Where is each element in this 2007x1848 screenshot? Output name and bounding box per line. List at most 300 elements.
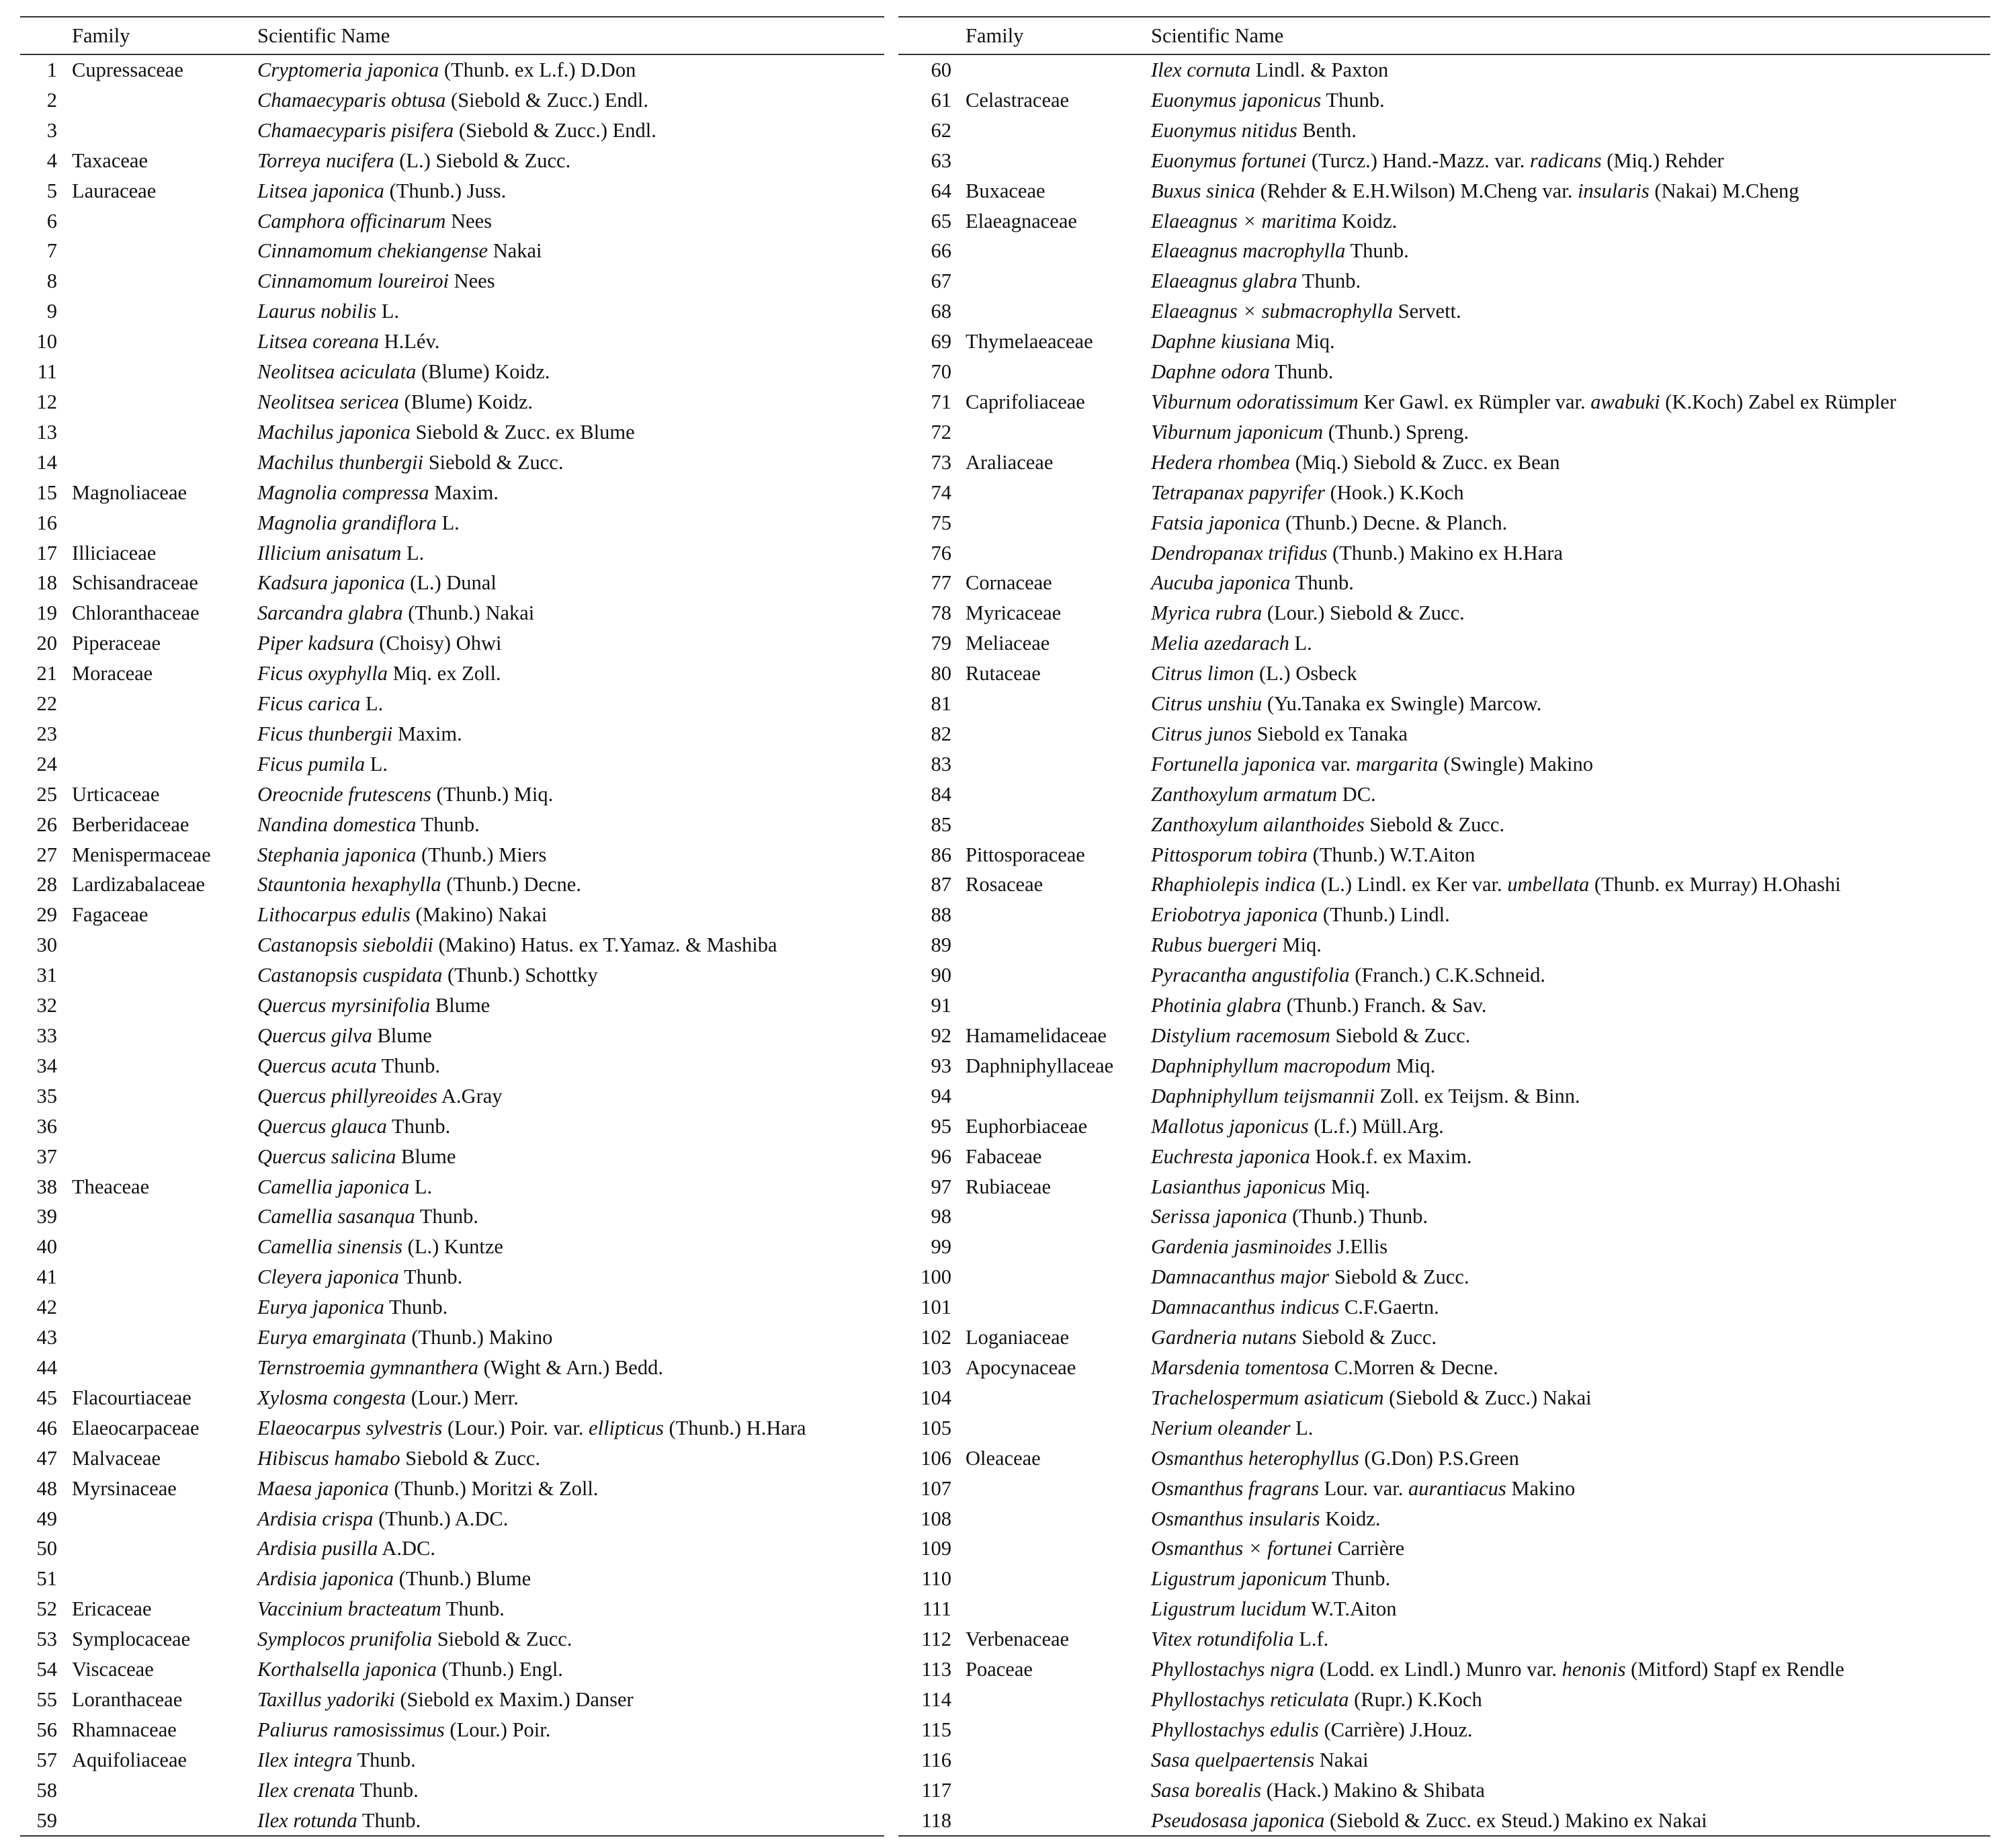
row-number: 82 — [931, 722, 951, 745]
row-number: 87 — [931, 873, 951, 896]
name-author-part: (Swingle) Makino — [1438, 752, 1593, 775]
family-cell: Meliaceae — [966, 632, 1050, 655]
name-italic-part: Ligustrum lucidum — [1151, 1597, 1307, 1621]
table-row — [898, 1021, 1990, 1051]
table-row — [20, 719, 884, 749]
table-row — [20, 1021, 884, 1051]
name-author-part: (Miq.) Rehder — [1601, 149, 1724, 172]
name-italic-part: Torreya nucifera — [257, 149, 394, 172]
name-italic-part: Daphniphyllum macropodum — [1151, 1054, 1392, 1077]
table-row — [20, 327, 884, 357]
name-italic-part: Quercus glauca — [257, 1114, 387, 1138]
name-author-part: Siebold ex Tanaka — [1252, 722, 1408, 745]
name-italic-part: Elaeagnus glabra — [1151, 269, 1297, 293]
scientific-name-cell — [257, 1413, 806, 1443]
table-row — [20, 930, 884, 960]
name-author-part: W.T.Aiton — [1306, 1597, 1397, 1621]
family-cell: Illiciaceae — [72, 541, 157, 564]
table-row — [20, 1745, 884, 1775]
name-italic-part: Eurya japonica — [257, 1296, 384, 1319]
row-number: 114 — [921, 1687, 951, 1711]
scientific-name-cell — [1151, 930, 1322, 960]
name-author-part: (Thunb.) Makino — [406, 1326, 553, 1349]
name-author-part: Thunb. — [1290, 571, 1354, 595]
table-row — [20, 236, 884, 266]
row-number: 74 — [931, 480, 951, 504]
scientific-name-cell — [257, 478, 499, 508]
name-italic-part: Quercus myrsinifolia — [257, 994, 431, 1017]
name-italic-part: Pyracantha angustifolia — [1151, 964, 1350, 987]
name-italic-part: Nandina domestica — [257, 812, 417, 836]
name-italic-part: Chamaecyparis pisifera — [257, 118, 454, 142]
name-author-part: L.f. — [1293, 1628, 1329, 1651]
row-number: 75 — [931, 511, 951, 534]
name-author-part: Siebold & Zucc. — [432, 1628, 572, 1651]
name-author-part: Koidz. — [1320, 1507, 1381, 1530]
name-italic-part: aurantiacus — [1408, 1476, 1506, 1500]
row-number: 103 — [921, 1355, 951, 1379]
scientific-name-cell — [257, 1051, 440, 1081]
table-row — [20, 1383, 884, 1413]
table-row — [898, 236, 1990, 266]
table-row — [898, 659, 1990, 689]
family-cell: Araliaceae — [966, 450, 1054, 474]
name-italic-part: awabuki — [1590, 390, 1660, 413]
table-row — [898, 116, 1990, 146]
row-number: 5 — [46, 179, 57, 202]
table-row — [898, 1775, 1990, 1806]
name-italic-part: Daphne odora — [1151, 360, 1271, 384]
row-number: 106 — [921, 1446, 951, 1470]
name-italic-part: Citrus junos — [1151, 722, 1252, 745]
scientific-name-cell — [257, 327, 439, 357]
name-author-part: Miq. ex Zoll. — [387, 662, 501, 685]
name-author-part: (Lour.) Merr. — [406, 1386, 519, 1409]
name-italic-part: Citrus limon — [1151, 662, 1254, 685]
row-number: 116 — [921, 1748, 951, 1771]
scientific-name-cell — [257, 991, 490, 1021]
family-cell: Fabaceae — [966, 1144, 1042, 1168]
scientific-name-cell — [1151, 780, 1376, 810]
name-italic-part: Vaccinium bracteatum — [257, 1597, 441, 1621]
scientific-name-cell — [257, 296, 399, 327]
table-body-right — [898, 55, 1990, 1835]
name-author-part: (Thunb.) Juss. — [384, 179, 507, 202]
name-italic-part: Damnacanthus indicus — [1151, 1296, 1340, 1319]
scientific-name-cell — [257, 719, 462, 749]
name-author-part: (Thunb.) Blume — [394, 1567, 531, 1591]
name-author-part: L. — [409, 1175, 433, 1198]
scientific-name-column-header: Scientific Name — [1151, 24, 1284, 47]
name-italic-part: Neolitsea sericea — [257, 390, 399, 413]
family-cell: Pittosporaceae — [966, 843, 1085, 866]
table-row — [20, 1111, 884, 1142]
scientific-name-cell — [1151, 1534, 1404, 1564]
row-number: 44 — [36, 1355, 57, 1379]
scientific-name-cell — [1151, 1292, 1439, 1322]
name-italic-part: Viburnum odoratissimum — [1151, 390, 1359, 413]
table-row — [898, 1654, 1990, 1685]
row-number: 110 — [921, 1567, 951, 1591]
row-number: 86 — [931, 843, 951, 866]
name-author-part: Carrière — [1332, 1537, 1405, 1560]
scientific-name-cell — [257, 1353, 663, 1383]
scientific-name-cell — [1151, 810, 1504, 840]
row-number: 40 — [36, 1235, 57, 1259]
scientific-name-cell — [1151, 1081, 1580, 1111]
scientific-name-cell — [1151, 719, 1408, 749]
name-italic-part: Castanopsis sieboldii — [257, 933, 433, 957]
table-row — [20, 1353, 884, 1383]
name-italic-part: Elaeagnus × submacrophylla — [1151, 300, 1393, 323]
family-cell: Chloranthaceae — [72, 601, 200, 625]
family-cell: Ericaceae — [72, 1597, 152, 1621]
scientific-name-cell — [1151, 870, 1841, 900]
table-row — [20, 1775, 884, 1806]
row-number: 84 — [931, 782, 951, 806]
row-number: 93 — [931, 1054, 951, 1077]
name-italic-part: Gardenia jasminoides — [1151, 1235, 1332, 1259]
row-number: 37 — [36, 1144, 57, 1168]
row-number: 4 — [46, 149, 57, 172]
table-row — [898, 448, 1990, 478]
scientific-name-cell — [257, 1443, 540, 1474]
row-number: 3 — [46, 118, 57, 142]
table-row — [898, 538, 1990, 569]
row-number: 95 — [931, 1114, 951, 1138]
scientific-name-cell — [257, 1504, 508, 1534]
table-row — [20, 1322, 884, 1353]
row-number: 54 — [36, 1658, 57, 1681]
scientific-name-cell — [1151, 1383, 1592, 1413]
table-row — [898, 900, 1990, 930]
name-author-part: Maxim. — [429, 480, 499, 504]
table-row — [898, 719, 1990, 749]
name-italic-part: Marsdenia tomentosa — [1151, 1355, 1330, 1379]
row-number: 55 — [36, 1687, 57, 1711]
row-number: 22 — [36, 692, 57, 716]
name-italic-part: Euonymus nitidus — [1151, 118, 1297, 142]
table-row — [898, 1142, 1990, 1172]
scientific-name-cell — [1151, 1474, 1575, 1504]
family-cell: Myrsinaceae — [72, 1476, 177, 1500]
row-number: 78 — [931, 601, 951, 625]
row-number: 56 — [36, 1718, 57, 1741]
row-number: 105 — [921, 1416, 951, 1439]
scientific-name-cell — [1151, 1111, 1444, 1142]
name-author-part: Nees — [445, 209, 493, 233]
table-row — [898, 930, 1990, 960]
scientific-name-cell — [1151, 689, 1541, 719]
table-row — [20, 960, 884, 991]
scientific-name-cell — [257, 1624, 572, 1654]
scientific-name-cell — [1151, 387, 1896, 417]
row-number: 7 — [46, 239, 57, 263]
table-row — [20, 417, 884, 448]
scientific-name-cell — [1151, 146, 1724, 176]
name-author-part: (Thunb.) Spreng. — [1323, 420, 1469, 444]
family-cell: Urticaceae — [72, 782, 160, 806]
name-author-part: Siebold & Zucc. — [400, 1446, 541, 1470]
table-body-left — [20, 55, 884, 1835]
scientific-name-cell — [257, 960, 598, 991]
name-italic-part: Lasianthus japonicus — [1151, 1175, 1326, 1198]
table-row — [20, 840, 884, 870]
table-row — [20, 689, 884, 719]
row-number: 64 — [931, 179, 951, 202]
scientific-name-cell — [1151, 478, 1464, 508]
name-author-part: A.Gray — [437, 1084, 503, 1107]
name-author-part: (Thunb. ex L.f.) D.Don — [439, 58, 636, 81]
name-author-part: Thunb. — [441, 1597, 505, 1621]
table-row — [898, 206, 1990, 237]
row-number: 1 — [46, 58, 57, 81]
name-italic-part: Ligustrum japonicum — [1151, 1567, 1327, 1591]
name-author-part: Ker Gawl. ex Rümpler var. — [1358, 390, 1591, 413]
scientific-name-cell — [1151, 1715, 1473, 1745]
scientific-name-cell — [257, 448, 563, 478]
table-row — [898, 1504, 1990, 1534]
name-author-part: (Thunb.) H.Hara — [663, 1416, 806, 1439]
row-number: 50 — [36, 1537, 57, 1560]
name-author-part: (Thunb.) Decne. — [441, 873, 581, 896]
scientific-name-cell — [257, 1806, 421, 1836]
row-number: 13 — [36, 420, 57, 444]
scientific-name-cell — [257, 1654, 563, 1685]
name-italic-part: Cleyera japonica — [257, 1265, 399, 1289]
table-row — [898, 1232, 1990, 1262]
row-number: 45 — [36, 1386, 57, 1409]
table-row — [20, 1624, 884, 1654]
row-number: 100 — [921, 1265, 951, 1289]
name-italic-part: Osmanthus insularis — [1151, 1507, 1320, 1530]
row-number: 31 — [36, 964, 57, 987]
row-number: 96 — [931, 1144, 951, 1168]
name-author-part: (Thunb.) Franch. & Sav. — [1281, 994, 1487, 1017]
name-author-part: (Thunb.) Nakai — [402, 601, 535, 625]
row-number: 27 — [36, 843, 57, 866]
row-number: 60 — [931, 58, 951, 81]
name-author-part: Nakai — [1314, 1748, 1369, 1771]
name-author-part: (Thunb.) Schottky — [442, 964, 598, 987]
name-author-part: (Siebold & Zucc. ex Steud.) Makino ex Nakai — [1324, 1808, 1707, 1832]
table-row — [898, 1624, 1990, 1654]
scientific-name-cell — [1151, 1564, 1390, 1594]
row-number: 117 — [921, 1778, 951, 1802]
name-italic-part: Phyllostachys edulis — [1151, 1718, 1319, 1741]
name-italic-part: Ilex crenata — [257, 1778, 355, 1802]
row-number: 21 — [36, 662, 57, 685]
scientific-name-cell — [1151, 1443, 1519, 1474]
name-italic-part: Sasa borealis — [1151, 1778, 1262, 1802]
row-number: 36 — [36, 1114, 57, 1138]
row-number: 107 — [921, 1476, 951, 1500]
name-author-part: (Thunb.) Moritzi & Zoll. — [388, 1476, 599, 1500]
family-cell: Cornaceae — [966, 571, 1052, 595]
name-author-part: (Thunb.) Thunb. — [1287, 1205, 1428, 1228]
row-number: 77 — [931, 571, 951, 595]
table-row — [20, 296, 884, 327]
scientific-name-cell — [1151, 1504, 1380, 1534]
name-italic-part: Citrus unshiu — [1151, 692, 1263, 716]
row-number: 34 — [36, 1054, 57, 1077]
name-italic-part: Nerium oleander — [1151, 1416, 1291, 1439]
table-row — [898, 1111, 1990, 1142]
name-author-part: Thunb. — [1326, 1567, 1391, 1591]
table-row — [898, 689, 1990, 719]
name-italic-part: Mallotus japonicus — [1151, 1114, 1309, 1138]
table-row — [20, 146, 884, 176]
table-row — [20, 478, 884, 508]
scientific-name-cell — [257, 749, 388, 780]
row-number: 47 — [36, 1446, 57, 1470]
table-row — [898, 1322, 1990, 1353]
name-author-part: Blume — [372, 1024, 432, 1047]
family-cell: Cupressaceae — [72, 58, 183, 81]
scientific-name-cell — [257, 55, 636, 85]
name-italic-part: Pittosporum tobira — [1151, 843, 1308, 866]
row-number: 25 — [36, 782, 57, 806]
name-author-part: L. — [401, 541, 425, 564]
name-author-part: L. — [436, 511, 460, 534]
name-italic-part: Castanopsis cuspidata — [257, 964, 443, 987]
table-row — [20, 176, 884, 206]
row-number: 61 — [931, 88, 951, 112]
name-italic-part: Korthalsella japonica — [257, 1658, 437, 1681]
scientific-name-cell — [257, 870, 581, 900]
row-number: 38 — [36, 1175, 57, 1198]
scientific-name-cell — [257, 1172, 432, 1202]
name-italic-part: Laurus nobilis — [257, 300, 377, 323]
table-row — [20, 1806, 884, 1836]
name-italic-part: Ilex cornuta — [1151, 58, 1251, 81]
table-row — [20, 206, 884, 237]
scientific-name-cell — [1151, 1594, 1396, 1624]
name-italic-part: Zanthoxylum armatum — [1151, 782, 1338, 806]
name-italic-part: Daphne kiusiana — [1151, 330, 1291, 353]
family-cell: Oleaceae — [966, 1446, 1041, 1470]
family-cell: Daphniphyllaceae — [966, 1054, 1114, 1077]
name-author-part: Thunb. — [386, 1114, 451, 1138]
name-author-part: (Wight & Arn.) Bedd. — [478, 1355, 663, 1379]
name-italic-part: Magnolia grandiflora — [257, 511, 437, 534]
name-author-part: (Franch.) C.K.Schneid. — [1349, 964, 1546, 987]
table-row — [20, 628, 884, 659]
scientific-name-cell — [257, 1142, 456, 1172]
row-number: 9 — [46, 300, 57, 323]
name-italic-part: Osmanthus heterophyllus — [1151, 1446, 1359, 1470]
row-number: 57 — [36, 1748, 57, 1771]
name-author-part: (K.Koch) Zabel ex Rümpler — [1660, 390, 1897, 413]
table-header-right — [898, 17, 1990, 55]
name-italic-part: Distylium racemosum — [1151, 1024, 1330, 1047]
name-italic-part: Lithocarpus edulis — [257, 903, 411, 927]
table-row — [898, 780, 1990, 810]
scientific-name-cell — [257, 840, 546, 870]
name-author-part: H.Lév. — [379, 330, 440, 353]
scientific-name-cell — [1151, 1353, 1498, 1383]
family-cell: Celastraceae — [966, 88, 1070, 112]
scientific-name-cell — [257, 146, 570, 176]
name-italic-part: Litsea japonica — [257, 179, 384, 202]
name-italic-part: Camellia sasanqua — [257, 1205, 415, 1228]
row-number: 33 — [36, 1024, 57, 1047]
name-author-part: Thunb. — [1297, 269, 1361, 293]
table-row — [898, 628, 1990, 659]
name-italic-part: Stauntonia hexaphylla — [257, 873, 441, 896]
name-italic-part: Camellia japonica — [257, 1175, 410, 1198]
name-author-part: (Thunb.) W.T.Aiton — [1308, 843, 1476, 866]
family-cell: Rhamnaceae — [72, 1718, 177, 1741]
name-italic-part: Ilex integra — [257, 1748, 353, 1771]
name-author-part: C.F.Gaertn. — [1339, 1296, 1439, 1319]
name-author-part: (L.) Siebold & Zucc. — [394, 149, 571, 172]
name-italic-part: Camellia sinensis — [257, 1235, 403, 1259]
row-number: 109 — [921, 1537, 951, 1560]
table-row — [20, 448, 884, 478]
name-author-part: Miq. — [1326, 1175, 1371, 1198]
name-author-part: (Siebold & Zucc.) Endl. — [454, 118, 656, 142]
name-italic-part: Paliurus ramosissimus — [257, 1718, 445, 1741]
scientific-name-cell — [1151, 538, 1563, 569]
name-italic-part: Phyllostachys nigra — [1151, 1658, 1315, 1681]
table-row — [898, 1443, 1990, 1474]
family-cell: Rubiaceae — [966, 1175, 1052, 1198]
row-number: 10 — [36, 330, 57, 353]
name-author-part: Thunb. — [1321, 88, 1385, 112]
table-row — [20, 1292, 884, 1322]
row-number: 41 — [36, 1265, 57, 1289]
name-italic-part: Daphniphyllum teijsmannii — [1151, 1084, 1375, 1107]
name-italic-part: Hibiscus hamabo — [257, 1446, 400, 1470]
table-row — [20, 266, 884, 296]
table-row — [898, 1594, 1990, 1624]
scientific-name-cell — [1151, 1172, 1370, 1202]
scientific-name-cell — [1151, 1685, 1482, 1715]
row-number: 118 — [921, 1808, 951, 1832]
scientific-name-cell — [257, 357, 550, 387]
name-italic-part: Osmanthus fragrans — [1151, 1476, 1319, 1500]
name-author-part: Lour. var. — [1318, 1476, 1408, 1500]
name-italic-part: Aucuba japonica — [1151, 571, 1291, 595]
scientific-name-cell — [1151, 1806, 1707, 1836]
name-author-part: Blume — [430, 994, 490, 1017]
table-row — [898, 810, 1990, 840]
name-author-part: (Hook.) K.Koch — [1324, 480, 1464, 504]
family-cell: Magnoliaceae — [72, 480, 187, 504]
family-cell: Moraceae — [72, 662, 153, 685]
name-author-part: (Thunb.) A.DC. — [373, 1507, 509, 1530]
table-row — [898, 1172, 1990, 1202]
scientific-name-cell — [1151, 55, 1388, 85]
table-row — [898, 1534, 1990, 1564]
row-number: 79 — [931, 632, 951, 655]
name-author-part: (Siebold & Zucc.) Nakai — [1383, 1386, 1592, 1409]
row-number: 53 — [36, 1628, 57, 1651]
scientific-name-cell — [1151, 1232, 1387, 1262]
table-row — [20, 1172, 884, 1202]
name-author-part: (L.) Lindl. ex Ker var. — [1315, 873, 1508, 896]
scientific-name-cell — [1151, 1413, 1313, 1443]
name-italic-part: Quercus phillyreoides — [257, 1084, 437, 1107]
name-italic-part: Ficus pumila — [257, 752, 366, 775]
name-italic-part: Buxus sinica — [1151, 179, 1256, 202]
name-author-part: (G.Don) P.S.Green — [1359, 1446, 1519, 1470]
scientific-name-cell — [257, 1202, 478, 1232]
table-row — [898, 1081, 1990, 1111]
name-italic-part: Osmanthus × fortunei — [1151, 1537, 1332, 1560]
table-row — [20, 1202, 884, 1232]
